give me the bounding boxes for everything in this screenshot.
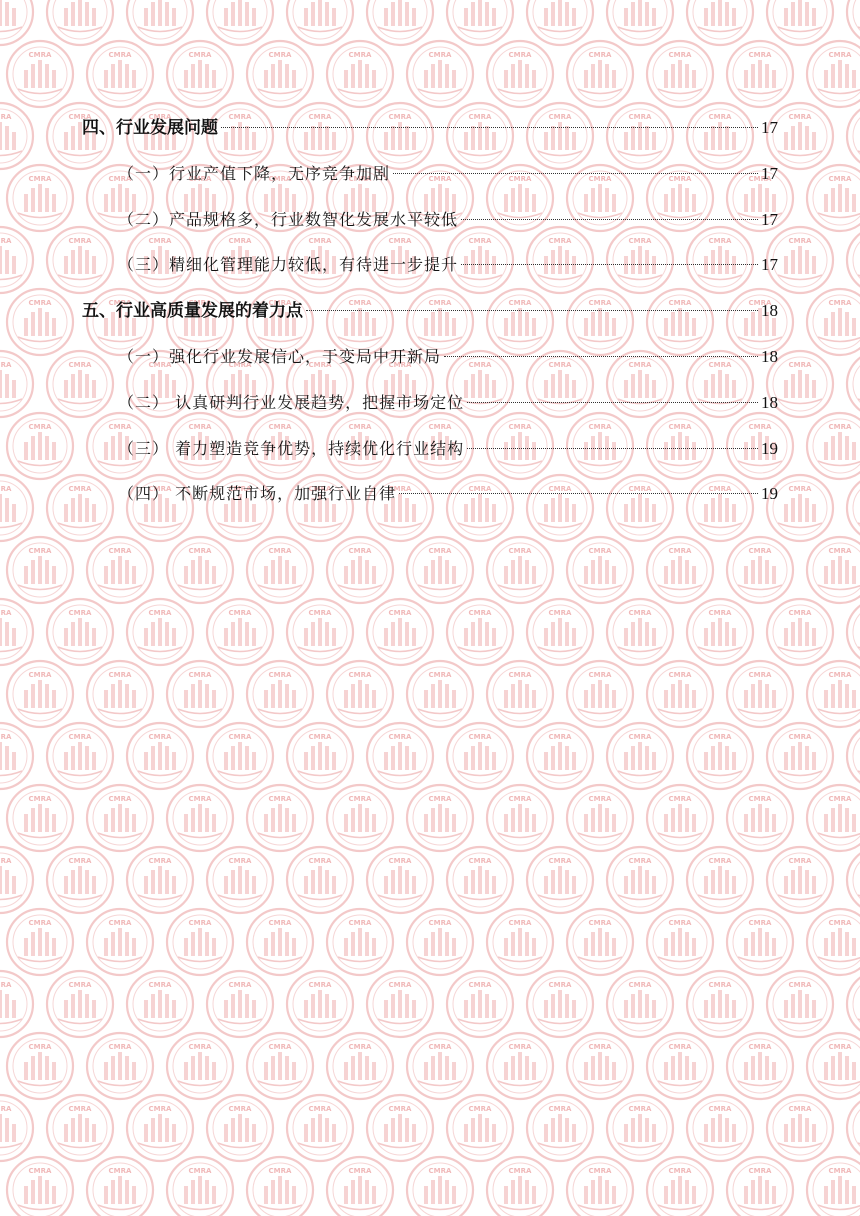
toc-dot-leader <box>393 173 758 174</box>
toc-dot-leader <box>467 448 758 449</box>
toc-entry-title: （一）行业产值下降，无序竞争加剧 <box>118 163 391 183</box>
toc-subsection-entry[interactable] <box>118 160 778 188</box>
toc-dot-leader <box>399 493 758 494</box>
toc-subsection-entry[interactable] <box>118 389 778 417</box>
toc-section-entry[interactable] <box>82 114 778 142</box>
toc-entry-title: （三） 着力塑造竞争优势，持续优化行业结构 <box>118 438 465 458</box>
toc-page-number: 19 <box>761 484 778 504</box>
toc-page-number: 17 <box>761 255 778 275</box>
toc-subsection-entry[interactable] <box>118 251 778 279</box>
toc-entry-title: 四、行业发展问题 <box>82 118 218 138</box>
toc-entry-title: （四） 不断规范市场，加强行业自律 <box>118 484 397 504</box>
toc-entry-title: 五、行业高质量发展的着力点 <box>82 301 303 322</box>
toc-page-number: 17 <box>761 209 778 229</box>
toc-dot-leader <box>444 356 758 357</box>
toc-page-number: 18 <box>761 392 778 412</box>
toc-page-number: 17 <box>761 163 778 183</box>
toc-page-number: 17 <box>761 118 778 137</box>
toc-subsection-entry[interactable] <box>118 435 778 463</box>
toc-dot-leader <box>221 127 758 128</box>
toc-subsection-entry[interactable] <box>118 480 778 508</box>
toc-page-number: 19 <box>761 438 778 458</box>
toc-dot-leader <box>467 402 758 403</box>
toc-dot-leader <box>461 264 758 265</box>
toc-page-number: 18 <box>761 347 778 366</box>
toc-section-entry[interactable] <box>82 297 778 325</box>
toc-subsection-entry[interactable] <box>118 206 778 234</box>
toc-entry-title: （一）强化行业发展信心，于变局中开新局 <box>118 347 442 366</box>
toc-dot-leader <box>461 219 758 220</box>
toc-entry-title: （三）精细化管理能力较低，有待进一步提升 <box>118 255 459 275</box>
toc-subsection-entry[interactable] <box>118 343 778 371</box>
toc-entry-title: （二） 认真研判行业发展趋势，把握市场定位 <box>118 392 465 412</box>
toc-entry-title: （二）产品规格多，行业数智化发展水平较低 <box>118 209 459 229</box>
toc-dot-leader <box>306 310 758 311</box>
toc-page-number: 18 <box>761 301 778 321</box>
